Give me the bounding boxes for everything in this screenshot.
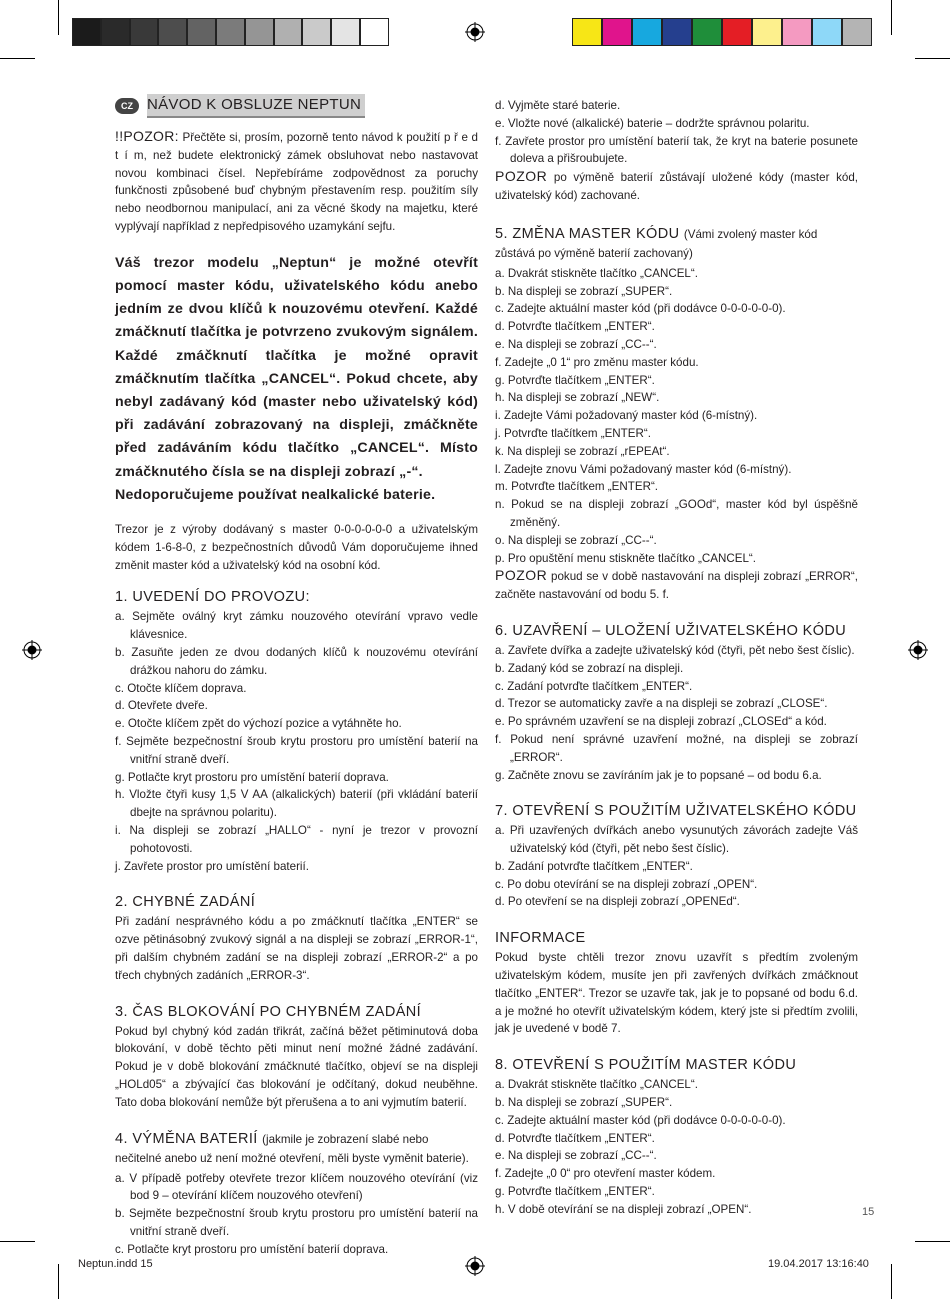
- list-item: c. Zadejte aktuální master kód (při dodávce 0-0-0-0-0-0).: [495, 302, 786, 316]
- crop-mark: [0, 58, 35, 59]
- section-8-title: 8. OTEVŘENÍ S POUŽITÍM MASTER KÓDU: [495, 1057, 797, 1074]
- color-swatch: [130, 18, 159, 46]
- section-5-pozor: [495, 567, 858, 604]
- list-item: b. Sejměte bezpečnostní šroub krytu prostoru pro umístění baterií na vnitřní straně dveří.: [115, 1207, 478, 1238]
- list-item: n. Pokud se na displeji zobrazí „GOOd“, master kód byl úspěšně změněný.: [495, 498, 858, 529]
- section-7-title: 7. OTEVŘENÍ S POUŽITÍM UŽIVATELSKÉHO KÓDU: [495, 803, 857, 820]
- crop-mark: [915, 58, 950, 59]
- color-swatch: [302, 18, 331, 46]
- color-swatch: [782, 18, 812, 46]
- section-2-title: 2. CHYBNÉ ZADÁNÍ: [115, 894, 256, 911]
- list-item: a. Zavřete dvířka a zadejte uživatelský kód (čtyři, pět nebo šest číslic).: [495, 643, 855, 657]
- color-swatch: [602, 18, 632, 46]
- section-6-list: [495, 642, 858, 784]
- section-5-heading: [495, 225, 858, 263]
- language-badge: CZ: [115, 98, 139, 114]
- left-column: [115, 95, 478, 1259]
- informace-title: INFORMACE: [495, 930, 586, 947]
- section-3-text: Pokud byl chybný kód zadán třikrát, začíná běžet pětiminutová doba blokování, v době těchto pěti minut není možné žádné zadávání. Pokud je v době blokování zmáčknuté tlačítko, objeví se na displeji „HOLd05“ a zbývající čas blokování je odčítaný, dokud neuběhne. Tato doba blokování nemůže být přerušena a to ani vyjmutím baterií.: [115, 1024, 478, 1109]
- list-item: d. Potvrďte tlačítkem „ENTER“.: [495, 320, 655, 334]
- registration-mark-icon: [22, 640, 42, 660]
- page-number: 15: [862, 1206, 875, 1218]
- section-7-list: [495, 822, 858, 911]
- list-item: o. Na displeji se zobrazí „CC--“.: [495, 533, 657, 547]
- list-item: l. Zadejte znovu Vámi požadovaný master kód (6-místný).: [495, 462, 792, 476]
- color-swatch: [216, 18, 245, 46]
- list-item: c. Otočte klíčem doprava.: [115, 681, 247, 695]
- crop-mark: [0, 1241, 35, 1242]
- crop-mark: [891, 0, 892, 35]
- battery-recommendation: Nedoporučujeme používat nealkalické baterie.: [115, 486, 436, 503]
- list-item: d. Po otevření se na displeji zobrazí „OPENEd“.: [495, 895, 740, 909]
- pozor-lead: POZOR: [495, 168, 548, 185]
- section-4-pozor: [495, 168, 858, 205]
- list-item: f. Pokud není správné uzavření možné, na displeji se zobrazí „ERROR“.: [495, 732, 858, 764]
- pozor-text: po výměně baterií zůstávají uložené kódy (master kód, uživatelský kód) zachované.: [495, 171, 858, 202]
- list-item: e. Vložte nové (alkalické) baterie – dodržte správnou polaritu.: [495, 116, 810, 130]
- list-item: c. Po dobu otevírání se na displeji zobrazí „OPEN“.: [495, 877, 758, 891]
- informace-text: Pokud byste chtěli trezor znovu uzavřít s předtím zvoleným uživatelským kódem, musíte jen při zavřených dvířkách zmáčknout tlačítko „ENTER“. Trezor se uzavře tak, jak je to popsané od bodu 6.d. a je možné ho otevřít uživatelským kódem, který jste si předtím zvolili, jak je uvedené v bodě 7.: [495, 951, 858, 1036]
- list-item: p. Pro opuštění menu stiskněte tlačítko „CANCEL“.: [495, 551, 756, 565]
- list-item: h. Vložte čtyři kusy 1,5 V AA (alkalických) baterií (při vkládání baterií dbejte na správnou polaritu).: [115, 788, 478, 820]
- list-item: c. Zadání potvrďte tlačítkem „ENTER“.: [495, 679, 693, 693]
- color-swatch: [360, 18, 389, 46]
- color-swatch: [812, 18, 842, 46]
- key-info-text: Váš trezor modelu „Neptun“ je možné otevřít pomocí master kódu, uživatelského kódu anebo jedním ze dvou klíčů k nouzovému otevření. Každé zmáčknutí tlačítka je potvrzeno zvukovým signálem. Každé zmáčknutí tlačítka je možné opravit zmáčknutím tlačítka „CANCEL“. Pokud chcete, aby nebyl zadávaný kód (master nebo uživatelský kód) při zadávání zobrazovaný na displeji, zmáčkněte před zadáváním kódu tlačítko „CANCEL“. Místo zmáčknutého čísla se na displeji zobrazí „-“.: [115, 254, 478, 480]
- section-4-note: (jakmile je zobrazení slabé nebo nečitelné anebo už není možné otevření, měli byste vyměnit baterie).: [115, 1132, 469, 1165]
- section-1-title: 1. UVEDENÍ DO PROVOZU:: [115, 589, 310, 606]
- color-swatch: [72, 18, 101, 46]
- list-item: a. Dvakrát stiskněte tlačítko „CANCEL“.: [495, 266, 698, 280]
- list-item: f. Zadejte „0 0“ pro otevření master kódem.: [495, 1167, 716, 1181]
- crop-mark: [58, 0, 59, 35]
- registration-mark-icon: [465, 1256, 485, 1276]
- list-item: g. Potvrďte tlačítkem „ENTER“.: [495, 373, 655, 387]
- color-swatch: [752, 18, 782, 46]
- list-item: f. Zavřete prostor pro umístění baterií tak, že kryt na baterie posunete doleva a přišroubujete.: [495, 134, 858, 166]
- color-swatch: [692, 18, 722, 46]
- list-item: g. Začněte znovu se zavíráním jak je to popsané – od bodu 6.a.: [495, 768, 822, 782]
- document-title: NÁVOD K OBSLUZE NEPTUN: [147, 94, 365, 118]
- list-item: h. V době otevírání se na displeji zobrazí „OPEN“.: [495, 1202, 752, 1216]
- color-bar-grayscale: [72, 18, 389, 46]
- section-5-note: (Vámi zvolený master kód zůstává po výměně baterií zachovaný): [495, 227, 818, 260]
- section-5-list: [495, 265, 858, 568]
- section-4-heading: [115, 1130, 478, 1168]
- list-item: b. Zadaný kód se zobrazí na displeji.: [495, 661, 684, 675]
- section-3-title: 3. ČAS BLOKOVÁNÍ PO CHYBNÉM ZADÁNÍ: [115, 1003, 422, 1020]
- list-item: a. Při uzavřených dvířkách anebo vysunutých závorách zadejte Váš uživatelský kód (čtyři, pět nebo šest číslic).: [495, 824, 858, 856]
- list-item: c. Potlačte kryt prostoru pro umístění baterií doprava.: [115, 1242, 389, 1256]
- list-item: e. Na displeji se zobrazí „CC--“.: [495, 1149, 657, 1163]
- color-swatch: [632, 18, 662, 46]
- intro-warning: [115, 128, 478, 236]
- color-swatch: [101, 18, 130, 46]
- list-item: a. V případě potřeby otevřete trezor klíčem nouzového otevírání (viz bod 9 – otevírání klíčem nouzového otevření): [115, 1171, 478, 1203]
- list-item: g. Potvrďte tlačítkem „ENTER“.: [495, 1185, 655, 1199]
- pozor-text: pokud se v době nastavování na displeji zobrazí „ERROR“, začněte nastavování od bodu 5. f.: [495, 570, 858, 602]
- list-item: d. Potvrďte tlačítkem „ENTER“.: [495, 1131, 655, 1145]
- list-item: a. Sejměte oválný kryt zámku nouzového otevírání vpravo vedle klávesnice.: [115, 610, 478, 642]
- list-item: e. Na displeji se zobrazí „CC--“.: [495, 337, 657, 351]
- warning-lead: !!POZOR:: [115, 128, 179, 144]
- list-item: h. Na displeji se zobrazí „NEW“.: [495, 391, 660, 405]
- list-item: a. Dvakrát stiskněte tlačítko „CANCEL“.: [495, 1078, 698, 1092]
- list-item: b. Na displeji se zobrazí „SUPER“.: [495, 1096, 673, 1110]
- color-swatch: [331, 18, 360, 46]
- registration-mark-icon: [908, 640, 928, 660]
- list-item: e. Po správném uzavření se na displeji zobrazí „CLOSEd“ a kód.: [495, 715, 827, 729]
- crop-mark: [891, 1264, 892, 1299]
- warning-text: Přečtěte si, prosím, pozorně tento návod k použití p ř e d t í m, než budete elektronický zámek obsluhovat nebo nastavovat novou kombinaci čísel. Nepřebíráme zodpovědnost za poruchy funkčnosti způsobené buď chybným přestavením resp. použitím síly nebo neodbornou manipulací, ani za věcné škody na majetku, které vyplývají například z nepředpisového uzamykání sejfu.: [115, 131, 478, 233]
- color-swatch: [274, 18, 303, 46]
- list-item: e. Otočte klíčem zpět do výchozí pozice a vytáhněte ho.: [115, 717, 402, 731]
- section-8-list: [495, 1076, 858, 1218]
- list-item: m. Potvrďte tlačítkem „ENTER“.: [495, 480, 659, 494]
- section-1-list: [115, 608, 478, 875]
- list-item: d. Otevřete dveře.: [115, 699, 208, 713]
- section-4-list: [115, 1170, 478, 1259]
- list-item: b. Zadání potvrďte tlačítkem „ENTER“.: [495, 859, 693, 873]
- registration-mark-icon: [465, 22, 485, 42]
- list-item: c. Zadejte aktuální master kód (při dodávce 0-0-0-0-0-0).: [495, 1113, 786, 1127]
- color-swatch: [158, 18, 187, 46]
- list-item: g. Potlačte kryt prostoru pro umístění baterií doprava.: [115, 770, 389, 784]
- factory-code-note: Trezor je z výroby dodávaný s master 0-0-0-0-0-0 a uživatelským kódem 1-6-8-0, z bezpečnostních důvodů Vám doporučujeme ihned změnit master kód a uživatelský kód na osobní kód.: [115, 523, 478, 572]
- list-item: j. Potvrďte tlačítkem „ENTER“.: [495, 426, 651, 440]
- footer-timestamp: 19.04.2017 13:16:40: [768, 1258, 869, 1270]
- right-column: [495, 97, 858, 1219]
- color-swatch: [187, 18, 216, 46]
- crop-mark: [915, 1241, 950, 1242]
- list-item: i. Na displeji se zobrazí „HALLO“ - nyní je trezor v provozní pohotovosti.: [115, 823, 478, 855]
- list-item: f. Sejměte bezpečnostní šroub krytu prostoru pro umístění baterií na vnitřní straně dveří.: [115, 734, 478, 766]
- color-swatch: [245, 18, 274, 46]
- section-5-title: 5. ZMĚNA MASTER KÓDU: [495, 225, 680, 242]
- list-item: i. Zadejte Vámi požadovaný master kód (6-místný).: [495, 409, 758, 423]
- list-item: j. Zavřete prostor pro umístění baterií.: [115, 859, 309, 873]
- list-item: b. Zasuňte jeden ze dvou dodaných klíčů k nouzovému otevírání drážkou nahoru do zámku.: [115, 646, 478, 677]
- section-4-list-continued: [495, 97, 858, 168]
- list-item: d. Vyjměte staré baterie.: [495, 99, 621, 112]
- color-swatch: [842, 18, 872, 46]
- list-item: f. Zadejte „0 1“ pro změnu master kódu.: [495, 355, 699, 369]
- key-info-block: [115, 252, 478, 507]
- color-bar-process: [572, 18, 872, 46]
- footer-filename: Neptun.indd 15: [78, 1258, 153, 1270]
- list-item: b. Na displeji se zobrazí „SUPER“.: [495, 284, 673, 298]
- color-swatch: [662, 18, 692, 46]
- section-2-text: Při zadání nesprávného kódu a po zmáčknutí tlačítka „ENTER“ se ozve pětinásobný zvukový signál a na displeji se zobrazí „ERROR-1“, při dalším chybném zadání se na displeji zobrazí „ERROR-2“ a po třech chybných zadáních „ERROR-3“.: [115, 915, 478, 982]
- color-swatch: [722, 18, 752, 46]
- document-header: [115, 95, 478, 117]
- color-swatch: [572, 18, 602, 46]
- list-item: d. Trezor se automaticky zavře a na displeji se zobrazí „CLOSE“.: [495, 697, 828, 711]
- pozor-lead: POZOR: [495, 567, 548, 584]
- list-item: k. Na displeji se zobrazí „rEPEAt“.: [495, 444, 670, 458]
- section-6-title: 6. UZAVŘENÍ – ULOŽENÍ UŽIVATELSKÉHO KÓDU: [495, 622, 847, 639]
- crop-mark: [58, 1264, 59, 1299]
- section-4-title: 4. VÝMĚNA BATERIÍ: [115, 1130, 258, 1147]
